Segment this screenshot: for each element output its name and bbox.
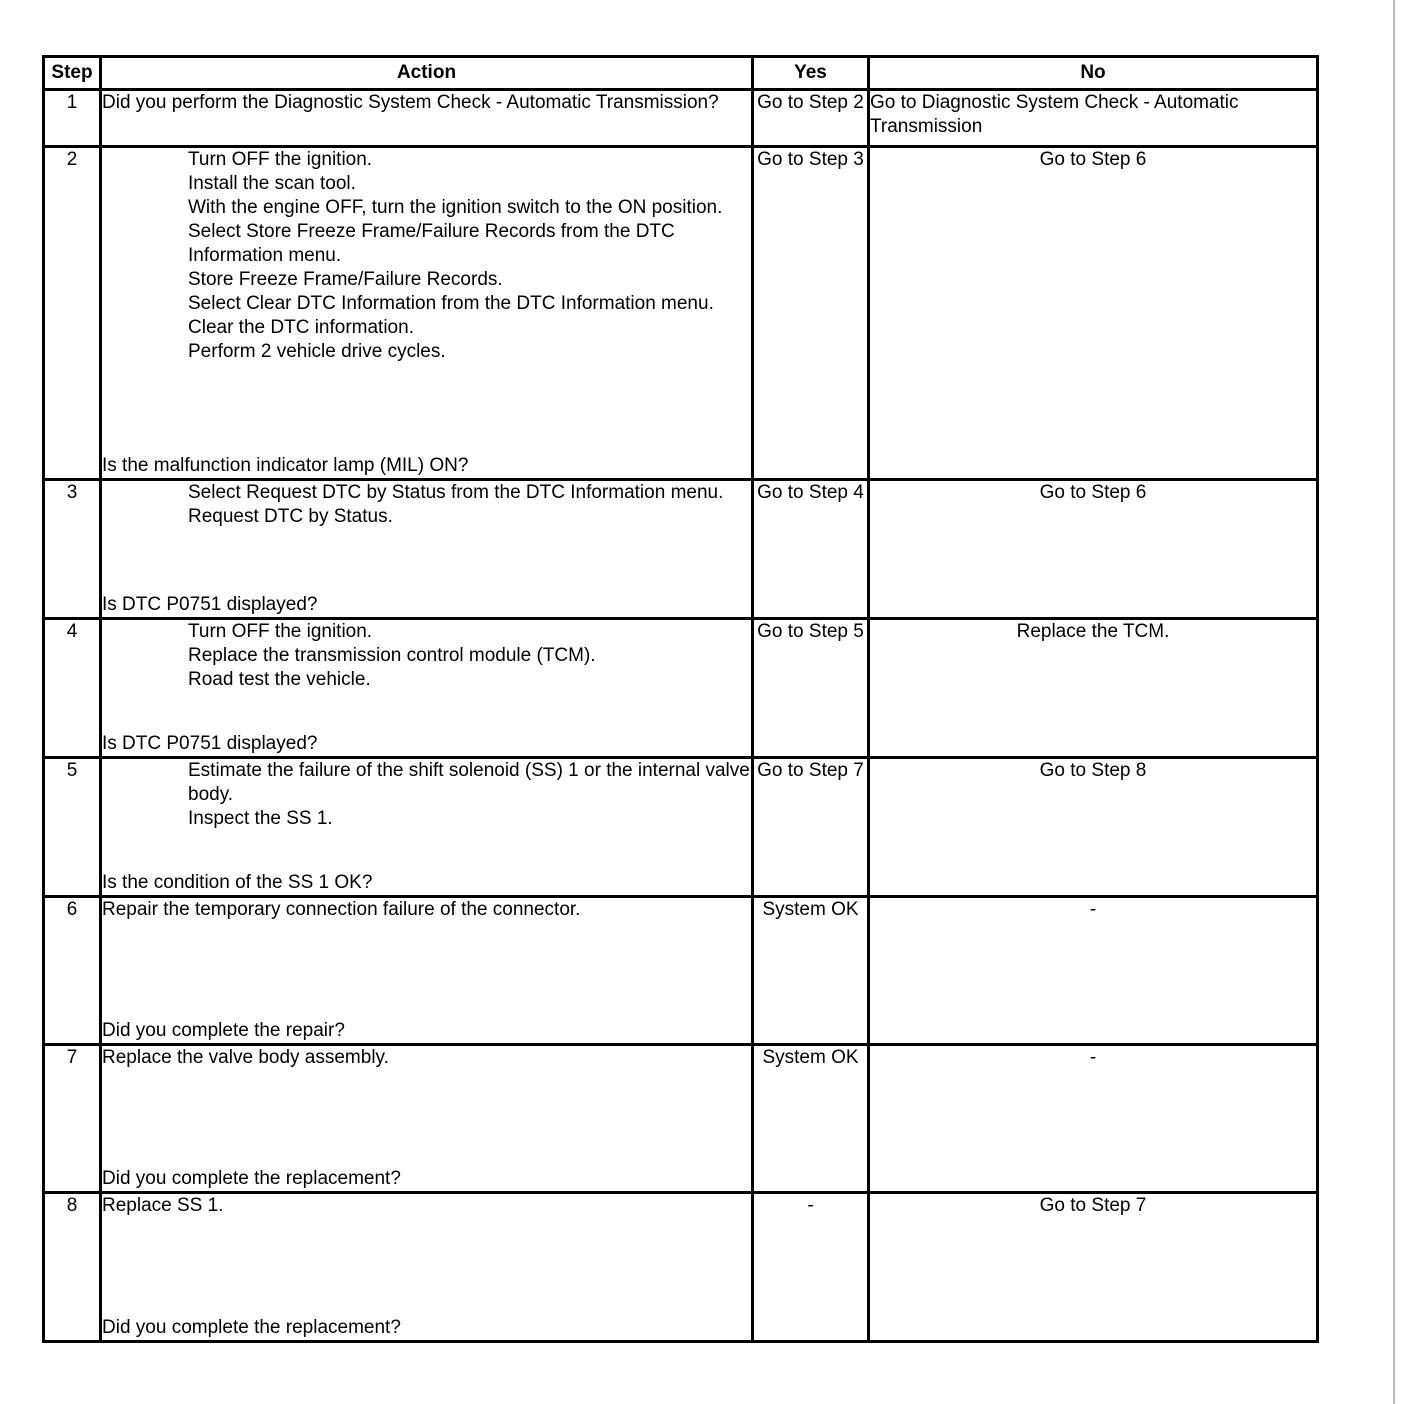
page-edge-rule (1393, 0, 1395, 1404)
header-yes: Yes (753, 57, 869, 90)
action-step: With the engine OFF, turn the ignition switch to the ON position. (188, 197, 723, 218)
yes-cell: Go to Step 3 (753, 147, 869, 480)
no-cell: Go to Step 6 (869, 147, 1318, 480)
header-step: Step (44, 57, 101, 90)
step-number: 3 (44, 480, 101, 619)
action-cell (101, 90, 753, 147)
action-cell (101, 897, 753, 1045)
action-cell (101, 480, 753, 619)
header-row (44, 57, 1318, 90)
action-text: Repair the temporary connection failure of the connector. (102, 899, 581, 920)
action-step: Turn OFF the ignition. (188, 149, 373, 170)
action-cell (101, 147, 753, 480)
table-row (44, 480, 1318, 619)
action-cell (101, 758, 753, 897)
action-cell (101, 619, 753, 758)
action-text: Replace the valve body assembly. (102, 1047, 389, 1068)
no-cell: - (869, 1045, 1318, 1193)
table-row (44, 1193, 1318, 1342)
action-question: Did you complete the repair? (102, 1020, 345, 1041)
yes-cell: Go to Step 7 (753, 758, 869, 897)
table-row (44, 1045, 1318, 1193)
header-action: Action (101, 57, 753, 90)
step-number: 1 (44, 90, 101, 147)
action-step: Store Freeze Frame/Failure Records. (188, 269, 503, 290)
yes-cell: Go to Step 2 (753, 90, 869, 147)
action-step: Request DTC by Status. (188, 506, 393, 527)
table-row (44, 758, 1318, 897)
action-step: Estimate the failure of the shift solenoid (SS) 1 or the internal valve body. (188, 760, 750, 805)
yes-cell: System OK (753, 897, 869, 1045)
step-number: 8 (44, 1193, 101, 1342)
action-step: Select Request DTC by Status from the DTC Information menu. (188, 482, 724, 503)
action-question: Is DTC P0751 displayed? (102, 733, 318, 754)
action-step: Road test the vehicle. (188, 669, 371, 690)
yes-cell: System OK (753, 1045, 869, 1193)
action-step: Perform 2 vehicle drive cycles. (188, 341, 446, 362)
yes-cell: Go to Step 4 (753, 480, 869, 619)
table-row (44, 619, 1318, 758)
action-step: Select Clear DTC Information from the DTC Information menu. (188, 293, 714, 314)
no-cell: Replace the TCM. (869, 619, 1318, 758)
diagnostic-table (42, 55, 1319, 1343)
step-number: 5 (44, 758, 101, 897)
yes-cell: - (753, 1193, 869, 1342)
step-number: 2 (44, 147, 101, 480)
action-question: Is the condition of the SS 1 OK? (102, 872, 373, 893)
action-question: Is the malfunction indicator lamp (MIL) ON? (102, 455, 469, 476)
action-question: Did you complete the replacement? (102, 1317, 401, 1338)
action-step: Clear the DTC information. (188, 317, 414, 338)
action-question: Did you complete the replacement? (102, 1168, 401, 1189)
header-no: No (869, 57, 1318, 90)
action-text: Did you perform the Diagnostic System Check - Automatic Transmission? (102, 92, 719, 113)
action-step: Replace the transmission control module (TCM). (188, 645, 596, 666)
action-steps (102, 759, 751, 831)
step-number: 4 (44, 619, 101, 758)
step-number: 6 (44, 897, 101, 1045)
action-step: Install the scan tool. (188, 173, 356, 194)
table-row (44, 90, 1318, 147)
table-row (44, 147, 1318, 480)
no-cell: Go to Step 8 (869, 758, 1318, 897)
table-row (44, 897, 1318, 1045)
action-step: Select Store Freeze Frame/Failure Records from the DTC Information menu. (188, 221, 675, 266)
action-steps (102, 481, 751, 529)
no-cell: Go to Diagnostic System Check - Automatic Transmission (869, 90, 1318, 147)
no-cell: - (869, 897, 1318, 1045)
action-cell (101, 1193, 753, 1342)
step-number: 7 (44, 1045, 101, 1193)
action-steps (102, 620, 751, 692)
action-steps (102, 148, 751, 364)
action-step: Inspect the SS 1. (188, 808, 333, 829)
yes-cell: Go to Step 5 (753, 619, 869, 758)
action-text: Replace SS 1. (102, 1195, 224, 1216)
action-step: Turn OFF the ignition. (188, 621, 373, 642)
no-cell: Go to Step 7 (869, 1193, 1318, 1342)
action-question: Is DTC P0751 displayed? (102, 594, 318, 615)
no-cell: Go to Step 6 (869, 480, 1318, 619)
action-cell (101, 1045, 753, 1193)
